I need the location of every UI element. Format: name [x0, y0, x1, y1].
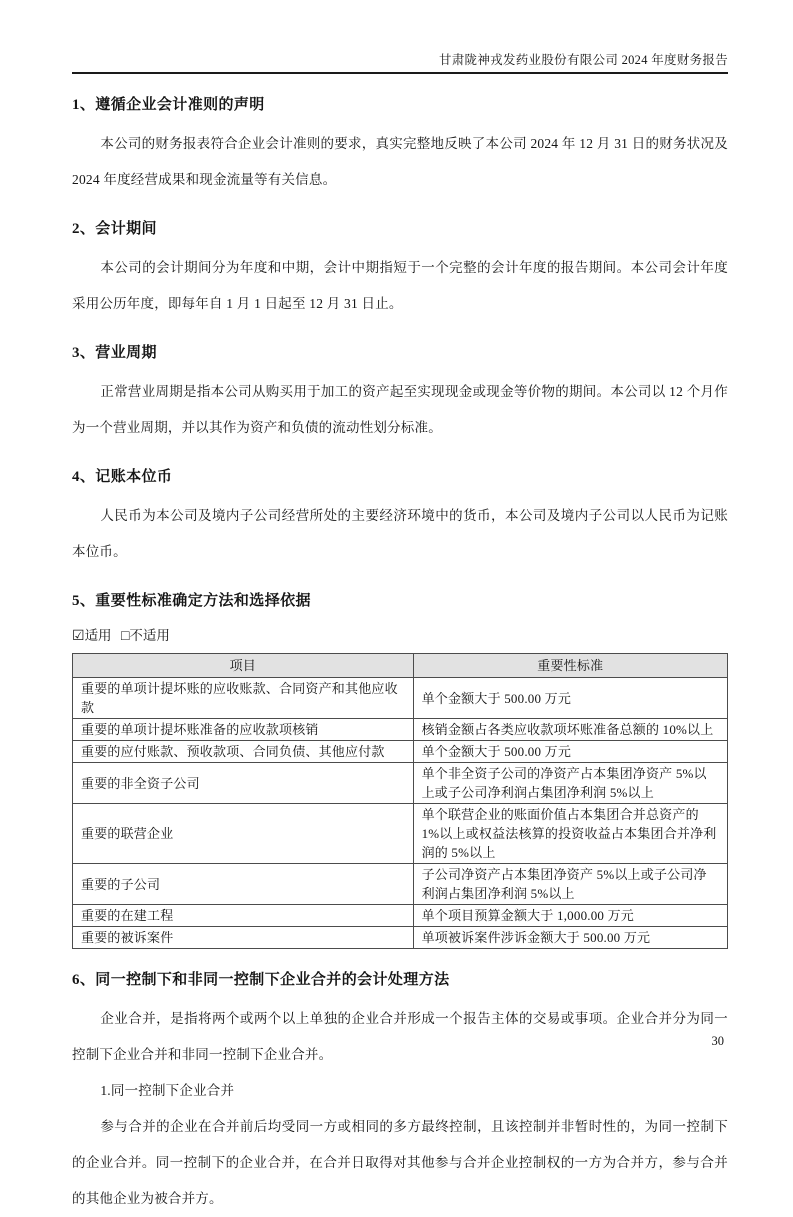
not-applicable-option	[121, 628, 170, 643]
column-header-item: 项目	[73, 654, 414, 678]
section-heading-1: 1、遵循企业会计准则的声明	[72, 97, 265, 113]
section-6-paragraph-2: 参与合并的企业在合并前后均受同一方或相同的多方最终控制，且该控制并非暂时性的，为同一控制下的企业合并。同一控制下的企业合并，在合并日取得对其他参与合并企业控制权的一方为合并方，参与合并的其他企业为被合并方。	[72, 1119, 728, 1206]
item-cell: 重要的单项计提坏账的应收账款、合同资产和其他应收款	[73, 678, 414, 719]
section-heading-3: 3、营业周期	[72, 345, 157, 361]
table-row	[73, 804, 728, 864]
not-applicable-label: 不适用	[129, 628, 170, 643]
table-row	[73, 763, 728, 804]
table-row	[73, 741, 728, 763]
criteria-cell: 单个非全资子公司的净资产占本集团净资产 5%以上或子公司净利润占集团净利润 5%以上	[413, 763, 727, 804]
table-row	[73, 719, 728, 741]
criteria-cell: 单个金额大于 500.00 万元	[413, 741, 727, 763]
applicable-label: 适用	[84, 628, 112, 643]
criteria-cell: 单个金额大于 500.00 万元	[413, 678, 727, 719]
criteria-cell: 单项被诉案件涉诉金额大于 500.00 万元	[413, 927, 727, 949]
criteria-cell: 单个联营企业的账面价值占本集团合并总资产的 1%以上或权益法核算的投资收益占本集团合并净利润的 5%以上	[413, 804, 727, 864]
section-6-paragraph-1: 企业合并，是指将两个或两个以上单独的企业合并形成一个报告主体的交易或事项。企业合并分为同一控制下企业合并和非同一控制下企业合并。	[72, 1011, 728, 1062]
materiality-criteria-table	[72, 653, 728, 949]
applicability-line	[72, 627, 728, 646]
section-6-subheading: 1.同一控制下企业合并	[100, 1083, 235, 1098]
section-heading-2: 2、会计期间	[72, 221, 157, 237]
table-header-row	[73, 654, 728, 678]
item-cell: 重要的非全资子公司	[73, 763, 414, 804]
applicable-option	[72, 628, 112, 643]
criteria-cell: 核销金额占各类应收款项坏账准备总额的 10%以上	[413, 719, 727, 741]
section-4-paragraph: 人民币为本公司及境内子公司经营所处的主要经济环境中的货币，本公司及境内子公司以人民币为记账本位币。	[72, 508, 728, 559]
section-2-paragraph: 本公司的会计期间分为年度和中期，会计中期指短于一个完整的会计年度的报告期间。本公司会计年度采用公历年度，即每年自 1 月 1 日起至 12 月 31 日止。	[72, 260, 728, 311]
item-cell: 重要的被诉案件	[73, 927, 414, 949]
unchecked-checkbox-icon: □	[120, 629, 130, 644]
column-header-criteria: 重要性标准	[413, 654, 727, 678]
report-title: 甘肃陇神戎发药业股份有限公司 2024 年度财务报告	[438, 53, 728, 67]
section-heading-5: 5、重要性标准确定方法和选择依据	[72, 593, 311, 609]
table-row	[73, 864, 728, 905]
report-header	[72, 52, 728, 74]
item-cell: 重要的在建工程	[73, 905, 414, 927]
section-3-paragraph: 正常营业周期是指本公司从购买用于加工的资产起至实现现金或现金等价物的期间。本公司以 12 个月作为一个营业周期，并以其作为资产和负债的流动性划分标准。	[72, 384, 728, 435]
table-row	[73, 678, 728, 719]
section-heading-4: 4、记账本位币	[72, 469, 173, 485]
section-heading-6: 6、同一控制下和非同一控制下企业合并的会计处理方法	[72, 972, 450, 988]
page-number: 30	[711, 1034, 724, 1048]
checked-checkbox-icon: ☑	[72, 629, 85, 644]
table-row	[73, 927, 728, 949]
criteria-cell: 子公司净资产占本集团净资产 5%以上或子公司净利润占集团净利润 5%以上	[413, 864, 727, 905]
item-cell: 重要的应付账款、预收款项、合同负债、其他应付款	[73, 741, 414, 763]
table-row	[73, 905, 728, 927]
section-1-paragraph: 本公司的财务报表符合企业会计准则的要求，真实完整地反映了本公司 2024 年 12 月 31 日的财务状况及 2024 年度经营成果和现金流量等有关信息。	[72, 136, 728, 187]
item-cell: 重要的子公司	[73, 864, 414, 905]
item-cell: 重要的联营企业	[73, 804, 414, 864]
item-cell: 重要的单项计提坏账准备的应收款项核销	[73, 719, 414, 741]
criteria-cell: 单个项目预算金额大于 1,000.00 万元	[413, 905, 727, 927]
